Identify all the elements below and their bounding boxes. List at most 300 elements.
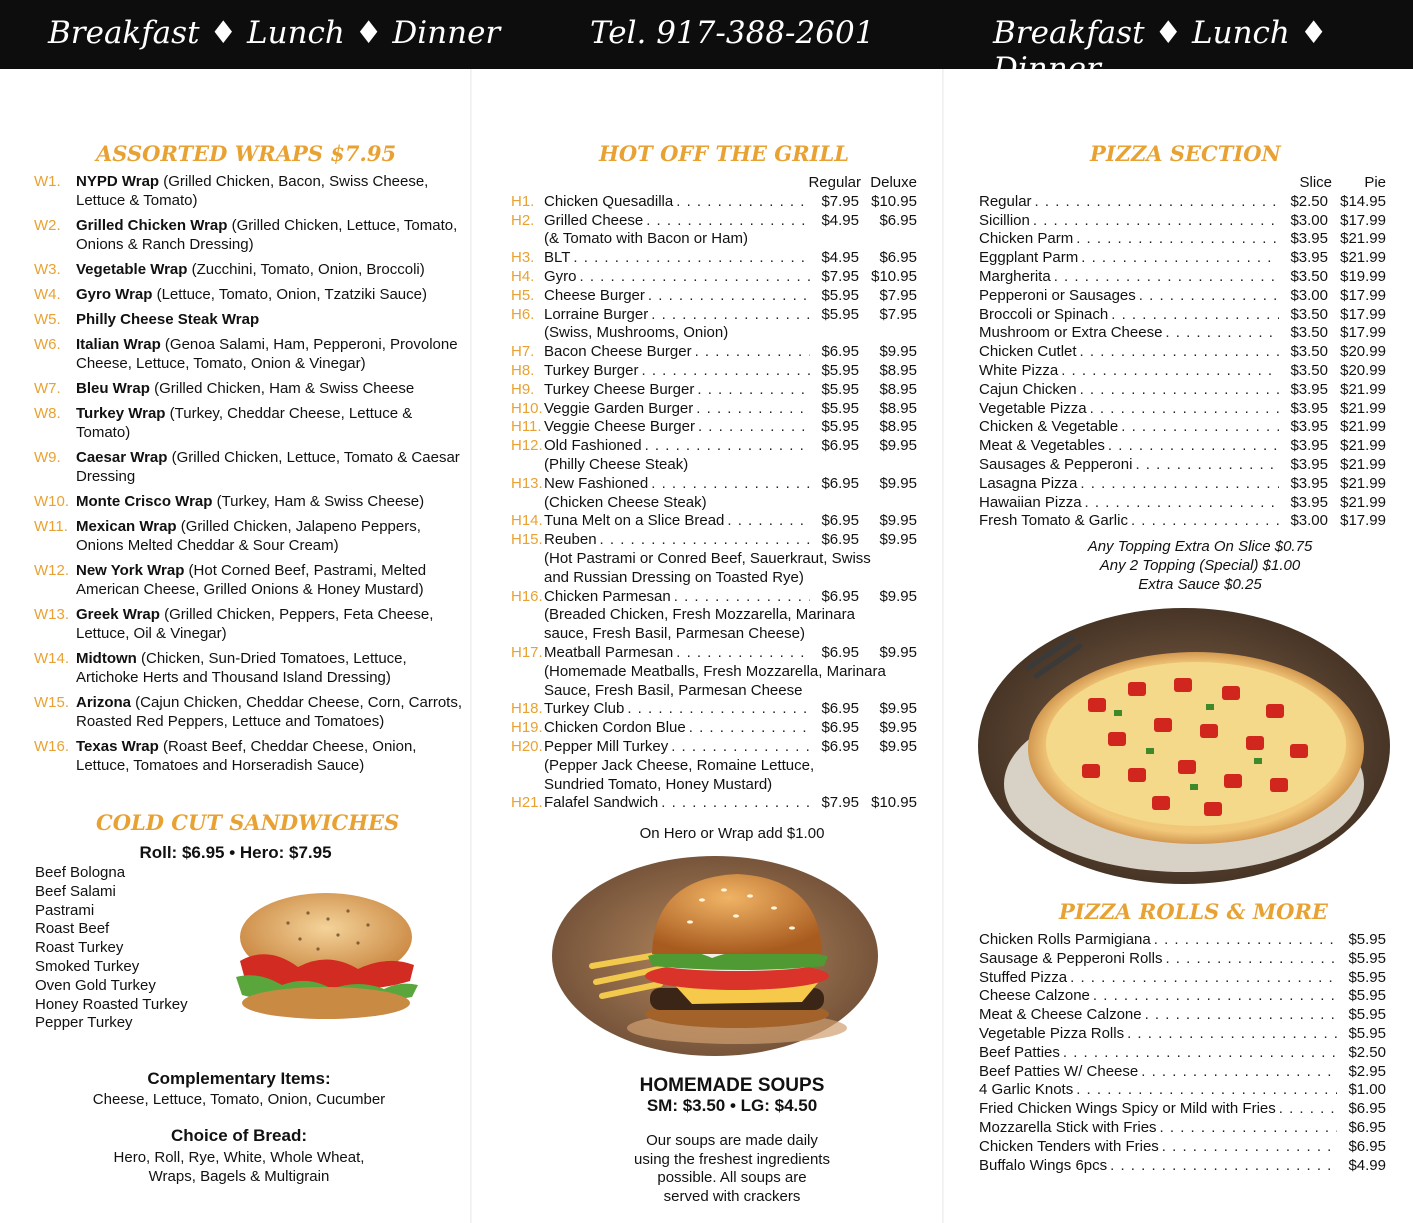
wrap-item bbox=[34, 448, 464, 486]
wrap-description: (Zucchini, Tomato, Onion, Broccoli) bbox=[187, 261, 425, 278]
pie-price: $21.99 bbox=[1340, 249, 1386, 267]
deluxe-price: $10.95 bbox=[871, 794, 917, 812]
wrap-code: W13. bbox=[34, 606, 70, 623]
regular-price: $6.95 bbox=[821, 343, 859, 361]
dot-leader bbox=[1111, 306, 1279, 325]
grill-item-name: Chicken Cordon Blue bbox=[544, 719, 686, 737]
banner-right-text: Breakfast ♦ Lunch ♦ Dinner bbox=[993, 15, 1328, 87]
wrap-name: Greek Wrap bbox=[76, 606, 160, 623]
wrap-text bbox=[76, 448, 464, 486]
grill-item-code: H20. bbox=[511, 737, 543, 755]
pizza-item bbox=[979, 193, 1386, 212]
rolls-list bbox=[979, 931, 1386, 1175]
grill-item bbox=[511, 437, 917, 456]
wrap-item bbox=[34, 693, 464, 731]
regular-price: $7.95 bbox=[821, 192, 859, 210]
rolls-item-price: $5.95 bbox=[1348, 968, 1386, 986]
soup-description-line: served with crackers bbox=[663, 1187, 801, 1205]
dot-leader bbox=[627, 700, 810, 719]
deluxe-price: $8.95 bbox=[879, 361, 917, 379]
grill-item-code: H15. bbox=[511, 531, 543, 549]
dot-leader bbox=[1093, 987, 1337, 1006]
pizza-item bbox=[979, 249, 1386, 268]
hero-wrap-note: On Hero or Wrap add $1.00 bbox=[639, 825, 825, 842]
rolls-item-price: $1.00 bbox=[1348, 1081, 1386, 1099]
wrap-name: Bleu Wrap bbox=[76, 380, 150, 397]
grill-item-code: H3. bbox=[511, 249, 535, 267]
grill-item-name: Veggie Garden Burger bbox=[544, 399, 694, 417]
dot-leader bbox=[696, 400, 810, 419]
pie-price: $17.99 bbox=[1340, 512, 1386, 530]
dot-leader bbox=[1035, 193, 1279, 212]
pizza-item-name: Chicken & Vegetable bbox=[979, 418, 1119, 436]
wrap-description: (Genoa Salami, Ham, Pepperoni, Provolone Cheese, Lettuce, Tomato, Onion & Vinegar) bbox=[76, 336, 458, 372]
rolls-item-price: $6.95 bbox=[1348, 1137, 1386, 1155]
dot-leader bbox=[1080, 381, 1279, 400]
grill-item-description: (Hot Pastrami or Conred Beef, Sauerkraut, Swiss bbox=[544, 549, 871, 567]
grill-item-name: Chicken Parmesan bbox=[544, 587, 671, 605]
pizza-item-name: Pepperoni or Sausages bbox=[979, 286, 1136, 304]
wrap-name: Arizona bbox=[76, 694, 132, 711]
regular-price: $5.95 bbox=[821, 286, 859, 304]
grill-item-name: Turkey Burger bbox=[544, 361, 639, 379]
dot-leader bbox=[1090, 400, 1279, 419]
grill-item bbox=[511, 418, 917, 437]
pie-price: $21.99 bbox=[1340, 230, 1386, 248]
rolls-heading: PIZZA ROLLS & MORE bbox=[1059, 899, 1328, 924]
grill-item-code: H13. bbox=[511, 474, 543, 492]
soup-description-line: using the freshest ingredients bbox=[634, 1150, 830, 1168]
pizza-item bbox=[979, 212, 1386, 231]
grill-item-description: (& Tomato with Bacon or Ham) bbox=[544, 230, 748, 248]
rolls-item-name: Sausage & Pepperoni Rolls bbox=[979, 949, 1163, 967]
regular-price: $5.95 bbox=[821, 380, 859, 398]
dot-leader bbox=[1054, 268, 1279, 287]
wrap-text bbox=[76, 737, 464, 775]
pizza-item-name: Margherita bbox=[979, 267, 1051, 285]
wrap-text bbox=[76, 517, 464, 555]
wrap-name: Midtown bbox=[76, 650, 137, 667]
slice-price: $3.95 bbox=[1290, 230, 1328, 248]
grill-item-code: H10. bbox=[511, 399, 543, 417]
dot-leader bbox=[1081, 249, 1279, 268]
bread-options bbox=[0, 1148, 478, 1186]
wrap-code: W15. bbox=[34, 694, 70, 711]
wraps-heading: ASSORTED WRAPS $7.95 bbox=[96, 141, 397, 166]
grill-item bbox=[511, 381, 917, 400]
deluxe-price: $8.95 bbox=[879, 418, 917, 436]
rolls-item-name: Chicken Rolls Parmigiana bbox=[979, 931, 1151, 948]
rolls-item-price: $5.95 bbox=[1348, 1024, 1386, 1042]
wrap-text bbox=[76, 492, 464, 511]
grill-item-name: Old Fashioned bbox=[544, 437, 642, 455]
wrap-item bbox=[34, 605, 464, 643]
deluxe-price: $6.95 bbox=[879, 211, 917, 229]
regular-price: $4.95 bbox=[821, 211, 859, 229]
grill-item-name: Turkey Cheese Burger bbox=[544, 380, 695, 398]
pizza-item bbox=[979, 475, 1386, 494]
wrap-text bbox=[76, 310, 464, 329]
regular-price: $5.95 bbox=[821, 418, 859, 436]
wrap-name: Grilled Chicken Wrap bbox=[76, 217, 228, 234]
pie-price: $21.99 bbox=[1340, 380, 1386, 398]
slice-price: $2.50 bbox=[1290, 192, 1328, 210]
grill-item-name: Tuna Melt on a Slice Bread bbox=[544, 512, 725, 530]
wrap-item bbox=[34, 285, 464, 304]
wrap-code: W3. bbox=[34, 261, 61, 278]
pizza-item bbox=[979, 230, 1386, 249]
rolls-item bbox=[979, 931, 1386, 950]
dot-leader bbox=[580, 268, 810, 287]
dot-leader bbox=[695, 343, 810, 362]
grill-item-code: H4. bbox=[511, 267, 535, 285]
wrap-text bbox=[76, 561, 464, 599]
wrap-description: (Chicken, Sun-Dried Tomatoes, Lettuce, Artichoke Herts and Thousand Island Dressing) bbox=[76, 650, 407, 686]
pizza-notes bbox=[979, 538, 1413, 594]
wrap-text bbox=[76, 404, 464, 442]
soups-description bbox=[471, 1132, 993, 1206]
soup-description-line: possible. All soups are bbox=[657, 1169, 807, 1186]
regular-price: $5.95 bbox=[821, 361, 859, 379]
dot-leader bbox=[697, 381, 810, 400]
dot-leader bbox=[1135, 456, 1279, 475]
cold-cut-item: Smoked Turkey bbox=[35, 957, 140, 975]
wrap-item bbox=[34, 561, 464, 599]
grill-heading: HOT OFF THE GRILL bbox=[599, 141, 850, 166]
dot-leader bbox=[661, 794, 810, 813]
grill-item-code: H1. bbox=[511, 192, 535, 210]
pie-price: $21.99 bbox=[1340, 437, 1386, 455]
grill-item bbox=[511, 193, 917, 212]
wrap-name: Texas Wrap bbox=[76, 738, 159, 755]
wrap-item bbox=[34, 260, 464, 279]
pizza-item-name: Sausages & Pepperoni bbox=[979, 455, 1133, 473]
regular-price: $6.95 bbox=[821, 719, 859, 737]
dot-leader bbox=[1165, 950, 1337, 969]
rolls-item-price: $5.95 bbox=[1348, 987, 1386, 1005]
slice-price: $3.95 bbox=[1290, 399, 1328, 417]
phone-number: Tel. 917-388-2601 bbox=[590, 15, 875, 51]
slice-price: $3.00 bbox=[1290, 211, 1328, 229]
grill-item-description: (Swiss, Mushrooms, Onion) bbox=[544, 324, 729, 342]
dot-leader bbox=[1076, 230, 1279, 249]
dot-leader bbox=[1162, 1138, 1337, 1157]
pizza-note: Any 2 Topping (Special) $1.00 bbox=[1099, 556, 1301, 574]
grill-item bbox=[511, 343, 917, 362]
deluxe-price: $9.95 bbox=[879, 437, 917, 455]
deluxe-price: $6.95 bbox=[879, 249, 917, 267]
cold-cuts-prices: Roll: $6.95 • Hero: $7.95 bbox=[139, 843, 332, 862]
grill-item-description: and Russian Dressing on Toasted Rye) bbox=[544, 568, 804, 586]
pie-price: $20.99 bbox=[1340, 361, 1386, 379]
wrap-text bbox=[76, 260, 464, 279]
deluxe-price: $9.95 bbox=[879, 343, 917, 361]
wrap-text bbox=[76, 649, 464, 687]
slice-price: $3.95 bbox=[1290, 455, 1328, 473]
deluxe-price: $8.95 bbox=[879, 380, 917, 398]
rolls-item-name: Meat & Cheese Calzone bbox=[979, 1006, 1142, 1024]
grill-item-code: H17. bbox=[511, 643, 543, 661]
grill-item bbox=[511, 306, 917, 325]
grill-item-name: Bacon Cheese Burger bbox=[544, 343, 692, 361]
dot-leader bbox=[689, 719, 810, 738]
dot-leader bbox=[645, 437, 810, 456]
slice-price: $3.95 bbox=[1290, 437, 1328, 455]
cold-cut-item: Beef Salami bbox=[35, 882, 116, 900]
slice-price: $3.95 bbox=[1290, 380, 1328, 398]
grill-item-code: H7. bbox=[511, 343, 535, 361]
dot-leader bbox=[573, 249, 810, 268]
dot-leader bbox=[698, 418, 810, 437]
rolls-item bbox=[979, 1157, 1386, 1176]
wrap-name: Monte Crisco Wrap bbox=[76, 493, 213, 510]
regular-price: $6.95 bbox=[821, 700, 859, 718]
wrap-item bbox=[34, 517, 464, 555]
wrap-item bbox=[34, 216, 464, 254]
pie-price: $21.99 bbox=[1340, 493, 1386, 511]
wrap-text bbox=[76, 693, 464, 731]
grill-item-code: H21. bbox=[511, 794, 543, 812]
dot-leader bbox=[651, 475, 810, 494]
dot-leader bbox=[1131, 512, 1279, 531]
cold-cuts-heading: COLD CUT SANDWICHES bbox=[96, 810, 400, 835]
wrap-item bbox=[34, 737, 464, 775]
wrap-code: W2. bbox=[34, 217, 61, 234]
rolls-item-name: Beef Patties bbox=[979, 1043, 1060, 1061]
deluxe-header: Deluxe bbox=[870, 174, 917, 191]
dot-leader bbox=[676, 644, 810, 663]
soup-description-line: Our soups are made daily bbox=[646, 1132, 818, 1149]
regular-price: $7.95 bbox=[821, 267, 859, 285]
rolls-item-price: $5.95 bbox=[1348, 949, 1386, 967]
pizza-item bbox=[979, 456, 1386, 475]
regular-header: Regular bbox=[808, 174, 861, 191]
grill-item-name: Gyro bbox=[544, 267, 577, 285]
grill-item-code: H19. bbox=[511, 719, 543, 737]
wrap-name: Caesar Wrap bbox=[76, 449, 168, 466]
grill-item-code: H8. bbox=[511, 361, 535, 379]
grill-item-name: Falafel Sandwich bbox=[544, 794, 659, 812]
regular-price: $7.95 bbox=[821, 794, 859, 812]
pizza-item bbox=[979, 418, 1386, 437]
rolls-item-price: $6.95 bbox=[1348, 1118, 1386, 1136]
rolls-item bbox=[979, 1006, 1386, 1025]
dot-leader bbox=[1127, 1025, 1337, 1044]
pizza-item-name: Chicken Cutlet bbox=[979, 343, 1077, 361]
rolls-item-price: $6.95 bbox=[1348, 1100, 1386, 1118]
dot-leader bbox=[1085, 494, 1279, 513]
dot-leader bbox=[1154, 931, 1337, 950]
wrap-code: W6. bbox=[34, 336, 61, 353]
wrap-item bbox=[34, 172, 464, 210]
wrap-item bbox=[34, 404, 464, 442]
grill-item bbox=[511, 531, 917, 550]
wrap-description: (Grilled Chicken, Lettuce, Tomato & Caesar Dressing bbox=[76, 449, 460, 485]
grill-item-description: (Chicken Cheese Steak) bbox=[544, 493, 707, 511]
pizza-heading: PIZZA SECTION bbox=[1090, 141, 1281, 166]
pizza-item-name: Cajun Chicken bbox=[979, 380, 1077, 398]
pizza-item-name: Sicillion bbox=[979, 211, 1030, 229]
wrap-name: Italian Wrap bbox=[76, 336, 161, 353]
regular-price: $5.95 bbox=[821, 305, 859, 323]
wrap-item bbox=[34, 492, 464, 511]
dot-leader bbox=[646, 212, 810, 231]
regular-price: $5.95 bbox=[821, 399, 859, 417]
grill-item-code: H5. bbox=[511, 286, 535, 304]
dot-leader bbox=[1141, 1063, 1337, 1082]
grill-item-description: (Breaded Chicken, Fresh Mozzarella, Marinara bbox=[544, 606, 855, 624]
deluxe-price: $7.95 bbox=[879, 305, 917, 323]
wrap-text bbox=[76, 285, 464, 304]
rolls-item-name: Fried Chicken Wings Spicy or Mild with Fries bbox=[979, 1100, 1276, 1118]
cold-cut-item: Roast Beef bbox=[35, 920, 110, 938]
pizza-item bbox=[979, 437, 1386, 456]
grill-item bbox=[511, 400, 917, 419]
bread-line-1: Hero, Roll, Rye, White, Whole Wheat, bbox=[113, 1149, 365, 1166]
dot-leader bbox=[674, 588, 810, 607]
wrap-description: (Grilled Chicken, Lettuce, Tomato, Onions & Ranch Dressing) bbox=[76, 217, 458, 253]
wrap-item bbox=[34, 379, 464, 398]
pie-price: $17.99 bbox=[1340, 211, 1386, 229]
dot-leader bbox=[1279, 1100, 1337, 1119]
wrap-text bbox=[76, 605, 464, 643]
wrap-description: (Grilled Chicken, Peppers, Feta Cheese, Lettuce, Oil & Vinegar) bbox=[76, 606, 434, 642]
grill-item bbox=[511, 588, 917, 607]
pizza-item-name: Mushroom or Extra Cheese bbox=[979, 324, 1163, 342]
cold-cut-item: Roast Turkey bbox=[35, 939, 124, 957]
pie-price: $21.99 bbox=[1340, 399, 1386, 417]
cold-cut-item: Honey Roasted Turkey bbox=[35, 995, 188, 1013]
rolls-item bbox=[979, 950, 1386, 969]
pie-price: $17.99 bbox=[1340, 286, 1386, 304]
grill-item-name: Cheese Burger bbox=[544, 286, 645, 304]
panel-fold-left bbox=[470, 69, 472, 1223]
grill-item bbox=[511, 249, 917, 268]
deluxe-price: $9.95 bbox=[879, 737, 917, 755]
wrap-description: (Roast Beef, Cheddar Cheese, Onion, Lettuce, Tomatoes and Horseradish Sauce) bbox=[76, 738, 417, 774]
slice-price: $3.50 bbox=[1290, 305, 1328, 323]
rolls-item bbox=[979, 1063, 1386, 1082]
pizza-list bbox=[979, 174, 1386, 531]
rolls-item-name: Buffalo Wings 6pcs bbox=[979, 1156, 1108, 1174]
wrap-description: (Lettuce, Tomato, Onion, Tzatziki Sauce) bbox=[152, 286, 427, 303]
pizza-item bbox=[979, 494, 1386, 513]
grill-item-code: H6. bbox=[511, 305, 535, 323]
dot-leader bbox=[1080, 343, 1279, 362]
soups-title: HOMEMADE SOUPS bbox=[639, 1075, 825, 1096]
regular-price: $6.95 bbox=[821, 512, 859, 530]
grill-column-headers bbox=[511, 174, 917, 193]
grill-item-description: Sundried Tomato, Honey Mustard) bbox=[544, 775, 773, 793]
grill-item-name: Grilled Cheese bbox=[544, 211, 644, 229]
grill-item bbox=[511, 719, 917, 738]
pizza-item-name: Meat & Vegetables bbox=[979, 437, 1105, 455]
wrap-description: (Grilled Chicken, Bacon, Swiss Cheese, Lettuce & Tomato) bbox=[76, 173, 429, 209]
grill-item-code: H11. bbox=[511, 418, 542, 436]
panel-fold-right bbox=[942, 69, 944, 1223]
rolls-item-name: 4 Garlic Knots bbox=[979, 1081, 1074, 1099]
grill-item-description: (Pepper Jack Cheese, Romaine Lettuce, bbox=[544, 756, 815, 774]
pizza-item-name: Regular bbox=[979, 192, 1032, 210]
wrap-item bbox=[34, 310, 464, 329]
grill-item bbox=[511, 268, 917, 287]
wrap-name: Philly Cheese Steak Wrap bbox=[76, 311, 260, 328]
rolls-item bbox=[979, 969, 1386, 988]
cold-cut-item: Pepper Turkey bbox=[35, 1014, 133, 1032]
rolls-item-price: $4.99 bbox=[1348, 1156, 1386, 1174]
dot-leader bbox=[1139, 287, 1279, 306]
wrap-code: W11. bbox=[34, 518, 68, 535]
slice-price: $3.50 bbox=[1290, 267, 1328, 285]
dot-leader bbox=[671, 738, 810, 757]
grill-item-name: Veggie Cheese Burger bbox=[544, 418, 695, 436]
rolls-item-name: Mozzarella Stick with Fries bbox=[979, 1118, 1157, 1136]
complementary-title: Complementary Items: bbox=[147, 1069, 331, 1088]
pizza-item bbox=[979, 381, 1386, 400]
slice-price: $3.95 bbox=[1290, 474, 1328, 492]
slice-price: $3.95 bbox=[1290, 418, 1328, 436]
dot-leader bbox=[648, 287, 810, 306]
top-banner bbox=[0, 0, 1413, 87]
grill-item bbox=[511, 644, 917, 663]
wrap-text bbox=[76, 335, 464, 373]
wrap-item bbox=[34, 335, 464, 373]
grill-item-name: Lorraine Burger bbox=[544, 305, 649, 323]
rolls-item-name: Beef Patties W/ Cheese bbox=[979, 1062, 1139, 1080]
wrap-code: W16. bbox=[34, 738, 70, 755]
deluxe-price: $9.95 bbox=[879, 643, 917, 661]
regular-price: $4.95 bbox=[821, 249, 859, 267]
deluxe-price: $7.95 bbox=[879, 286, 917, 304]
grill-item-code: H14. bbox=[511, 512, 543, 530]
wrap-name: Gyro Wrap bbox=[76, 286, 153, 303]
burger-image bbox=[552, 856, 878, 1056]
rolls-item-price: $5.95 bbox=[1348, 931, 1386, 948]
grill-item-name: Chicken Quesadilla bbox=[544, 192, 674, 210]
rolls-item bbox=[979, 1044, 1386, 1063]
deluxe-price: $9.95 bbox=[879, 531, 917, 549]
pizza-item-name: Hawaiian Pizza bbox=[979, 493, 1082, 511]
grill-item-code: H18. bbox=[511, 700, 543, 718]
deluxe-price: $9.95 bbox=[879, 700, 917, 718]
wrap-name: Vegetable Wrap bbox=[76, 261, 188, 278]
pizza-item-name: Fresh Tomato & Garlic bbox=[979, 512, 1128, 530]
rolls-item bbox=[979, 987, 1386, 1006]
pie-price: $21.99 bbox=[1340, 418, 1386, 436]
grill-item-code: H12. bbox=[511, 437, 543, 455]
dot-leader bbox=[600, 531, 810, 550]
wrap-description: (Hot Corned Beef, Pastrami, Melted American Cheese, Grilled Onions & Honey Mustard) bbox=[76, 562, 427, 598]
grill-item-name: Turkey Club bbox=[544, 700, 625, 718]
pizza-item bbox=[979, 400, 1386, 419]
grill-item bbox=[511, 475, 917, 494]
wrap-code: W7. bbox=[34, 380, 61, 397]
pizza-item bbox=[979, 362, 1386, 381]
grill-item-description: (Homemade Meatballs, Fresh Mozzarella, Marinara bbox=[544, 662, 886, 680]
pie-price: $17.99 bbox=[1340, 324, 1386, 342]
grill-item bbox=[511, 794, 917, 813]
dot-leader bbox=[1108, 437, 1279, 456]
pie-price: $21.99 bbox=[1340, 474, 1386, 492]
rolls-item bbox=[979, 1025, 1386, 1044]
slice-price: $3.00 bbox=[1290, 512, 1328, 530]
pie-price: $14.95 bbox=[1340, 192, 1386, 210]
rolls-item-name: Cheese Calzone bbox=[979, 987, 1090, 1005]
grill-item-name: Reuben bbox=[544, 531, 597, 549]
pie-price: $17.99 bbox=[1340, 305, 1386, 323]
wrap-description: (Grilled Chicken, Jalapeno Peppers, Onions Melted Cheddar & Sour Cream) bbox=[76, 518, 421, 554]
slice-price: $3.50 bbox=[1290, 324, 1328, 342]
